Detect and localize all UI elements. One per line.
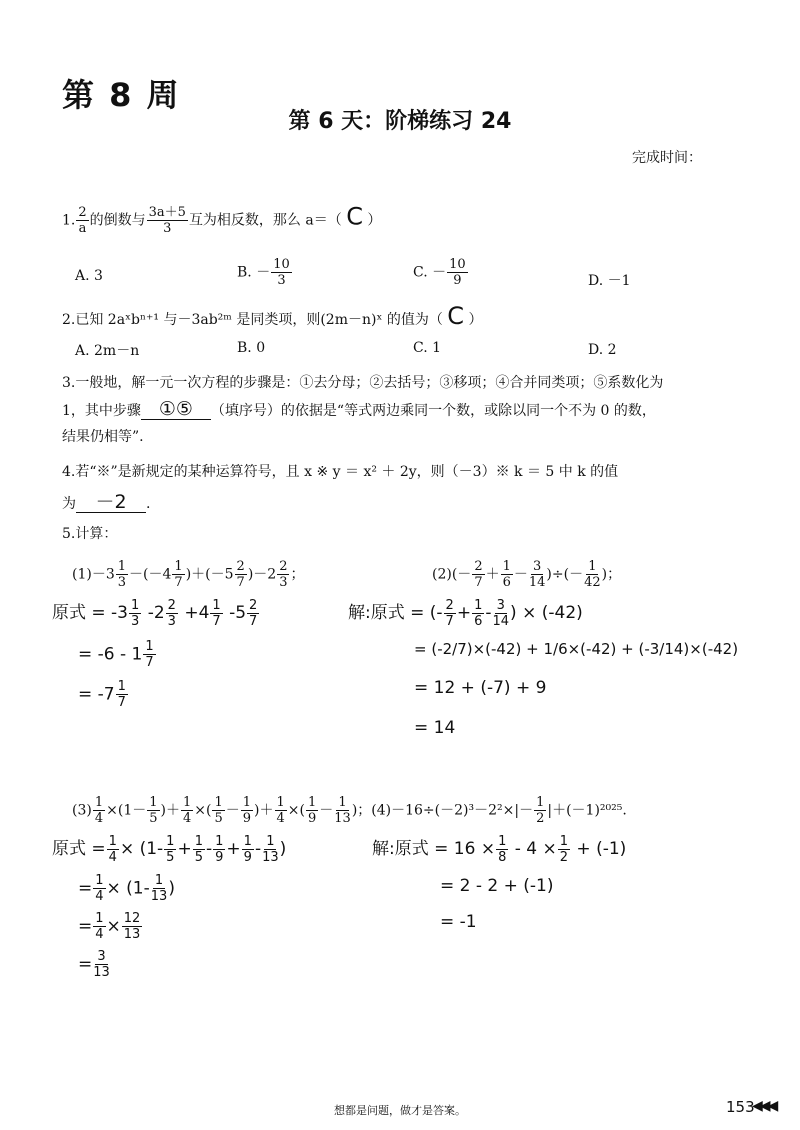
q5-part-1: (1)－3 $\frac{1}{3}$ －(－4 $\frac{1}{7}$ )＋(－5 $\frac{2}{7}$ )－2 $\frac{2}{3}$ ； (72, 559, 305, 590)
q5-part-2: (2)(－ $\frac{2}{7}$ ＋ $\frac{1}{6}$ － $\frac{3}{14}$ )÷(－ $\frac{1}{42}$ )； (432, 559, 622, 590)
q1-option-c: C. － $\frac{10}{9}$ (413, 257, 466, 288)
q5-part-3: (3) $\frac{1}{4}$ ×(1－ $\frac{1}{5}$ )＋ $\frac{1}{4}$ ×( $\frac{1}{5}$ － $\frac{1}{9}$ )＋ $\frac{1}{4}$ ×( $\frac{1}{9}$ － $\frac{1}{13}$ )；(4)－16÷(－2)³－2²×|－ $\frac{1}{2}$ |＋(－1)²⁰²⁵. (72, 795, 627, 826)
solution-2-line-4: = 14 (414, 718, 456, 738)
chevron-left-icon: ◀◀◀ (752, 1098, 776, 1114)
solution-3-line-2: = $\frac{1}{4}$ × (1- $\frac{1}{13}$ ) (78, 873, 175, 904)
q1-option-b: B. － $\frac{10}{3}$ (237, 257, 290, 288)
q2-option-b: B. 0 (237, 340, 266, 356)
q3-handwritten-answer: ①⑤ (141, 399, 211, 420)
solution-3-line-3: = $\frac{1}{4}$ × $\frac{12}{13}$ (78, 911, 141, 942)
footer-slogan: 想都是问题，做才是答案。 (334, 1104, 466, 1117)
solution-4-line-2: = 2 - 2 + (-1) (440, 876, 554, 896)
week-heading: 第 8 周 (62, 76, 181, 114)
solution-2-line-2: = (-2/7)×(-42) + 1/6×(-42) + (-3/14)×(-42) (414, 640, 739, 658)
solution-2-line-3: = 12 + (-7) + 9 (414, 678, 547, 698)
question-4: 4.若“※”是新规定的某种运算符号，且 x ※ y ＝ x² ＋ 2y，则（－3）※ k ＝ 5 中 k 的值 为 －2 . (62, 464, 619, 513)
solution-2-line-1: 解:原式 = (- $\frac{2}{7}$ + $\frac{1}{6}$ - $\frac{3}{14}$ ) × (-42) (348, 597, 583, 629)
solution-1-line-3: = -7 $\frac{1}{7}$ (78, 679, 126, 710)
q4-handwritten-answer: －2 (76, 492, 146, 513)
q2-option-c: C. 1 (413, 340, 442, 356)
solution-4-line-3: = -1 (440, 912, 477, 932)
page-title: 第 6 天：阶梯练习 24 (288, 109, 512, 134)
q1-handwritten-answer: C (346, 202, 363, 231)
solution-3-line-4: = $\frac{3}{13}$ (78, 949, 110, 980)
question-1: 1. $\frac{2}{a}$ 的倒数与 $\frac{3a+5}{3}$ 互为相反数，那么 a＝（ C ） (62, 202, 382, 236)
solution-3-line-1: 原式 = $\frac{1}{4}$ × (1- $\frac{1}{5}$ + $\frac{1}{5}$ - $\frac{1}{9}$ + $\frac{1}{9}$ - $\frac{1}{13}$ ) (52, 833, 287, 865)
q2-handwritten-answer: C (447, 302, 465, 330)
q2-option-a: A. 2m－n (75, 343, 140, 359)
solution-1-line-2: = -6 - 1 $\frac{1}{7}$ (78, 639, 154, 670)
q2-option-d: D. 2 (588, 342, 617, 358)
q1-option-d: D. －1 (588, 273, 631, 289)
q1-option-a: A. 3 (75, 268, 103, 284)
question-3: 3.一般地，解一元一次方程的步骤是：①去分母；②去括号；③移项；④合并同类项；⑤系数化为 1，其中步骤 ①⑤ （填序号）的依据是“等式两边乘同一个数，或除以同一个不为 0 的数， 结果仍相等”. (62, 375, 664, 445)
q1-number: 1. (62, 212, 76, 229)
q1-frac-2: $\frac{3a+5}{3}$ (148, 205, 186, 236)
q1-frac-1: $\frac{2}{a}$ (78, 205, 87, 236)
question-5: 5.计算： (62, 526, 118, 542)
question-2: 2.已知 2aˣbⁿ⁺¹ 与－3ab²ᵐ 是同类项，则(2m－n)ˣ 的值为（ C ） (62, 302, 483, 330)
finish-time-label: 完成时间： (632, 150, 702, 166)
solution-4-line-1: 解:原式 = 16 × $\frac{1}{8}$ - 4 × $\frac{1}{2}$ + (-1) (372, 833, 627, 865)
solution-1-line-1: 原式 = -3 $\frac{1}{3}$ -2 $\frac{2}{3}$ +4 $\frac{1}{7}$ -5 $\frac{2}{7}$ (52, 597, 258, 629)
page-number: 153 (726, 1098, 755, 1116)
